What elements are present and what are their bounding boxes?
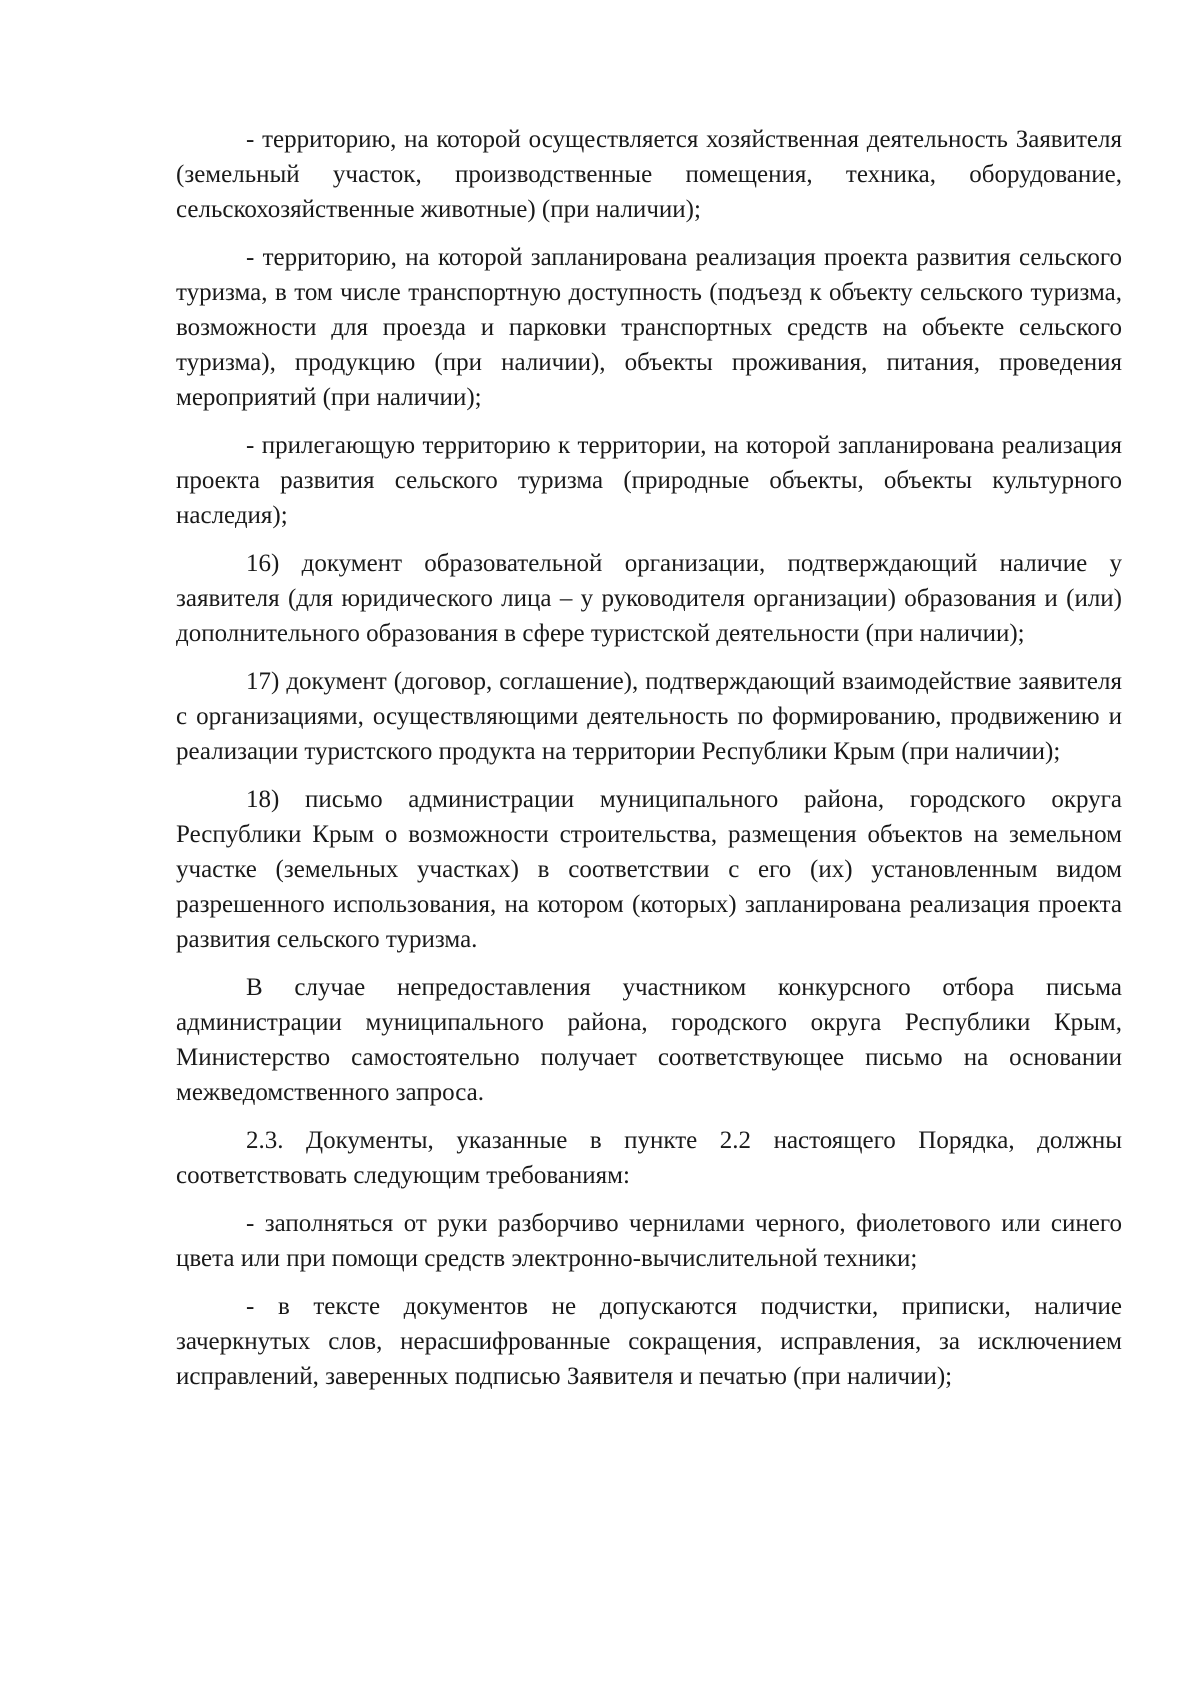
paragraph-territory-tourism-project: - территорию, на которой запланирована реализация проекта развития сельского туризма, в том числе транспортную доступность (подъезд к объекту сельского туризма, возможности для проезда и парковки транспортных средств на объекте сельского туризма), продукцию (при наличии), объекты проживания, питания, проведения мероприятий (при наличии); <box>176 244 1122 411</box>
paragraph-item-16: 16) документ образовательной организации, подтверждающий наличие у заявителя (для юридического лица – у руководителя организации) образования и (или) дополнительного образования в сфере туристской деятельности (при наличии); <box>176 550 1122 647</box>
paragraph-territory-economic-activity: - территорию, на которой осуществляется хозяйственная деятельность Заявителя (земельный участок, производственные помещения, техника, оборудование, сельскохозяйственные животные) (при наличии); <box>176 126 1122 223</box>
paragraph-adjacent-territory: - прилегающую территорию к территории, на которой запланирована реализация проекта развития сельского туризма (природные объекты, объекты культурного наследия); <box>176 432 1122 529</box>
paragraph-no-corrections: - в тексте документов не допускаются подчистки, приписки, наличие зачеркнутых слов, нерасшифрованные сокращения, исправления, за исключением исправлений, заверенных подписью Заявителя и печатью (при наличии); <box>176 1293 1122 1390</box>
document-body <box>176 122 1122 1394</box>
paragraph-section-2-3: 2.3. Документы, указанные в пункте 2.2 настоящего Порядка, должны соответствовать следующим требованиям: <box>176 1127 1122 1189</box>
paragraph-item-17: 17) документ (договор, соглашение), подтверждающий взаимодействие заявителя с организациями, осуществляющими деятельность по формированию, продвижению и реализации туристского продукта на территории Республики Крым (при наличии); <box>176 668 1122 765</box>
paragraph-item-18: 18) письмо администрации муниципального района, городского округа Республики Крым о возможности строительства, размещения объектов на земельном участке (земельных участках) в соответствии с его (их) установленным видом разрешенного использования, на котором (которых) запланирована реализация проекта развития сельского туризма. <box>176 786 1122 953</box>
paragraph-fill-requirements: - заполняться от руки разборчиво чернилами черного, фиолетового или синего цвета или при помощи средств электронно-вычислительной техники; <box>176 1210 1122 1272</box>
paragraph-nonsubmission-case: В случае непредоставления участником конкурсного отбора письма администрации муниципального района, городского округа Республики Крым, Министерство самостоятельно получает соответствующее письмо на основании межведомственного запроса. <box>176 974 1122 1106</box>
